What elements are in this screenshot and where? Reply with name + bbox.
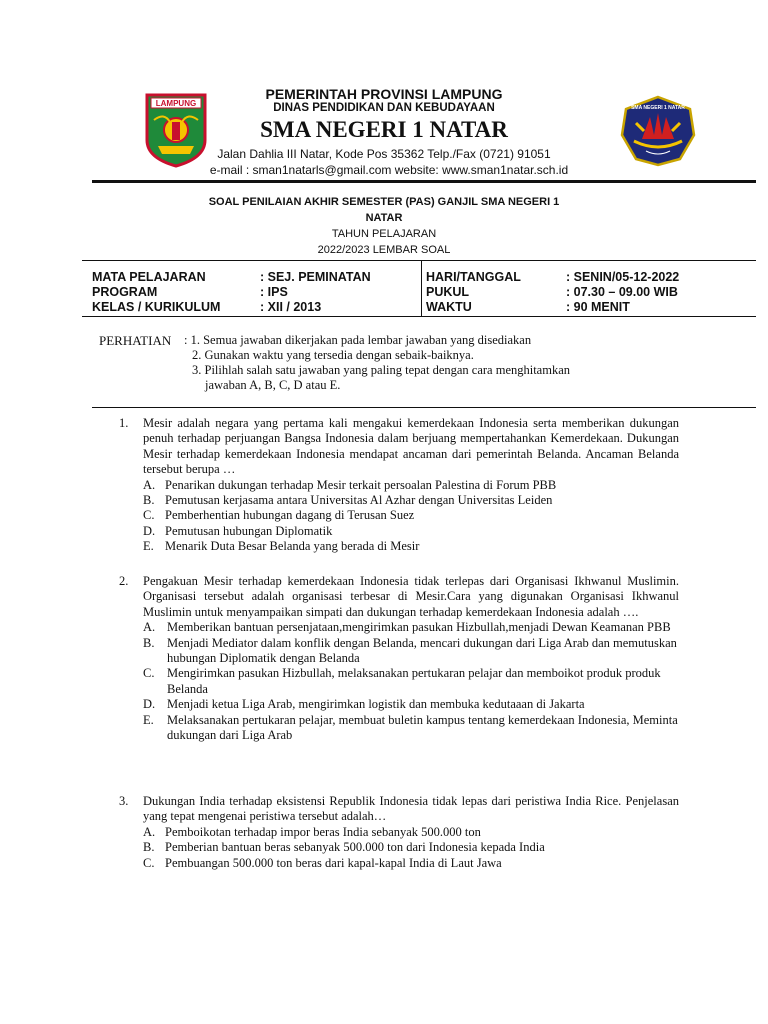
info-subject-label: MATA PELAJARAN [92,270,206,284]
school-address: Jalan Dahlia III Natar, Kode Pos 35362 Telp./Fax (0721) 91051 [217,147,551,161]
info-date-value: : SENIN/05-12-2022 [566,270,680,284]
info-subject-value: : SEJ. PEMINATAN [260,270,371,284]
question-number: 1. [119,416,129,430]
option-text: Menjadi Mediator dalam konflik dengan Belanda, mencari dukungan dari Liga Arab dan memutuskan hubungan Diplomatik dengan Belanda [167,635,677,666]
info-class-label: KELAS / KURIKULUM [92,300,221,314]
option-b [143,493,679,508]
info-table-top-border [82,260,756,261]
question-number: 3. [119,794,129,808]
option-text: Pemutusan kerjasama antara Universitas Al Azhar dengan Universitas Leiden [165,493,553,508]
question-text: Dukungan India terhadap eksistensi Republik Indonesia tidak lepas dari peristiwa India Rice. Penjelasan yang tepat mengenai peristiwa tersebut adalah… [143,794,679,824]
option-b [143,840,679,855]
option-letter: D. [143,697,156,712]
option-letter: B. [143,635,155,650]
option-letter: A. [143,620,156,635]
perhatian-label: PERHATIAN [99,333,172,348]
option-text: Melaksanakan pertukaran pelajar, membuat buletin kampus tentang kemerdekaan Indonesia, Meminta dukungan dari Liga Arab [167,712,678,743]
info-time-value: : 07.30 – 09.00 WIB [566,285,678,299]
info-program-value: : IPS [260,285,288,299]
info-table-bottom-border [82,316,756,317]
option-text: Mengirimkan pasukan Hizbullah, melaksanakan pertukaran pelajar dan memboikot produk produk Belanda [167,666,661,696]
exam-title-line1: SOAL PENILAIAN AKHIR SEMESTER (PAS) GANJIL SMA NEGERI 1 [208,196,560,208]
question-3 [119,794,679,871]
options-list [119,620,679,743]
option-letter: E. [143,712,154,727]
option-letter: B. [143,493,155,508]
perhatian-item-3-cont: jawaban A, B, C, D atau E. [205,378,341,392]
option-text: Penarikan dukungan terhadap Mesir terkait persoalan Palestina di Forum PBB [165,477,557,492]
option-letter: B. [143,840,155,855]
option-c [143,856,679,871]
option-text: Pemboikotan terhadap impor beras India sebanyak 500.000 ton [165,824,481,839]
info-date-label: HARI/TANGGAL [426,270,521,284]
option-letter: E. [143,539,154,554]
question-text: Mesir adalah negara yang pertama kali mengakui kemerdekaan Indonesia serta memberikan dukungan penuh terhadap perjuangan Bangsa Indonesia dalam berjuang mempertahankan Kemerdekaan. Dukungan Mesir terhadap kemerdekaan Indonesia mendapat ancaman dari pemerintah Belanda. Ancaman Belanda tersebut berupa … [143,416,679,477]
question-number: 2. [119,574,129,588]
perhatian-item-3: 3. Pilihlah salah satu jawaban yang paling tepat dengan cara menghitamkan [192,363,571,377]
option-text: Pemutusan hubungan Diplomatik [165,523,333,538]
kop-divider [92,180,756,183]
options-list [119,478,679,555]
option-letter: A. [143,477,156,492]
exam-title-line4: 2022/2023 LEMBAR SOAL [317,244,451,256]
section-divider [92,407,756,408]
option-letter: A. [143,824,156,839]
option-a [143,825,679,840]
option-text: Memberikan bantuan persenjataan,mengirimkan pasukan Hizbullah,menjadi Dewan Keamanan PBB [167,620,671,635]
option-d [143,697,679,712]
exam-title-line3: TAHUN PELAJARAN [331,228,437,240]
option-letter: C. [143,855,155,870]
info-program-label: PROGRAM [92,285,158,299]
options-list [119,825,679,871]
option-letter: C. [143,508,155,523]
school-contact: e-mail : sman1natarls@gmail.com website: www.sman1natar.sch.id [209,163,569,177]
info-duration-label: WAKTU [426,300,472,314]
option-c [143,508,679,523]
option-text: Menjadi ketua Liga Arab, mengirimkan logistik dan membuka kedutaaan di Jakarta [167,697,585,712]
option-a [143,478,679,493]
option-d [143,524,679,539]
question-2 [119,574,679,743]
option-letter: C. [143,666,155,681]
option-text: Pembuangan 500.000 ton beras dari kapal-kapal India di Laut Jawa [165,855,502,870]
option-text: Menarik Duta Besar Belanda yang berada di Mesir [165,539,420,554]
option-c [143,666,679,697]
info-duration-value: : 90 MENIT [566,300,630,314]
exam-title-line2: NATAR [365,212,403,224]
kop-government-name: PEMERINTAH PROVINSI LAMPUNG [265,86,503,102]
kop-department-name: DINAS PENDIDIKAN DAN KEBUDAYAAN [273,102,495,114]
lampung-logo-label: LAMPUNG [155,99,197,108]
info-class-value: : XII / 2013 [260,300,322,314]
info-table-divider [421,260,422,317]
question-text: Pengakuan Mesir terhadap kemerdekaan Indonesia tidak terlepas dari Organisasi Ikhwanul Muslimin. Organisasi tersebut adalah organisasi terbesar di Mesir.Cara yang digunakan Organisasi Ikhwanul Muslimin untuk menyampaikan simpati dan dukungan terhadap kemerdekaan Indonesia adalah …. [143,574,679,619]
option-e [143,539,679,554]
perhatian-item-2: 2. Gunakan waktu yang tersedia dengan sebaik-baiknya. [192,348,474,362]
school-name: SMA NEGERI 1 NATAR [260,117,508,142]
option-e [143,713,679,744]
perhatian-item-1: : 1. Semua jawaban dikerjakan pada lembar jawaban yang disediakan [184,333,532,347]
option-a [143,620,679,635]
option-text: Pemberhentian hubungan dagang di Terusan Suez [165,508,415,523]
option-letter: D. [143,523,156,538]
option-b [143,636,679,667]
info-time-label: PUKUL [426,285,470,299]
question-1 [119,416,679,555]
option-text: Pemberian bantuan beras sebanyak 500.000 ton dari Indonesia kepada India [165,840,545,855]
school-emblem-label: SMA NEGERI 1 NATAR [631,105,685,111]
